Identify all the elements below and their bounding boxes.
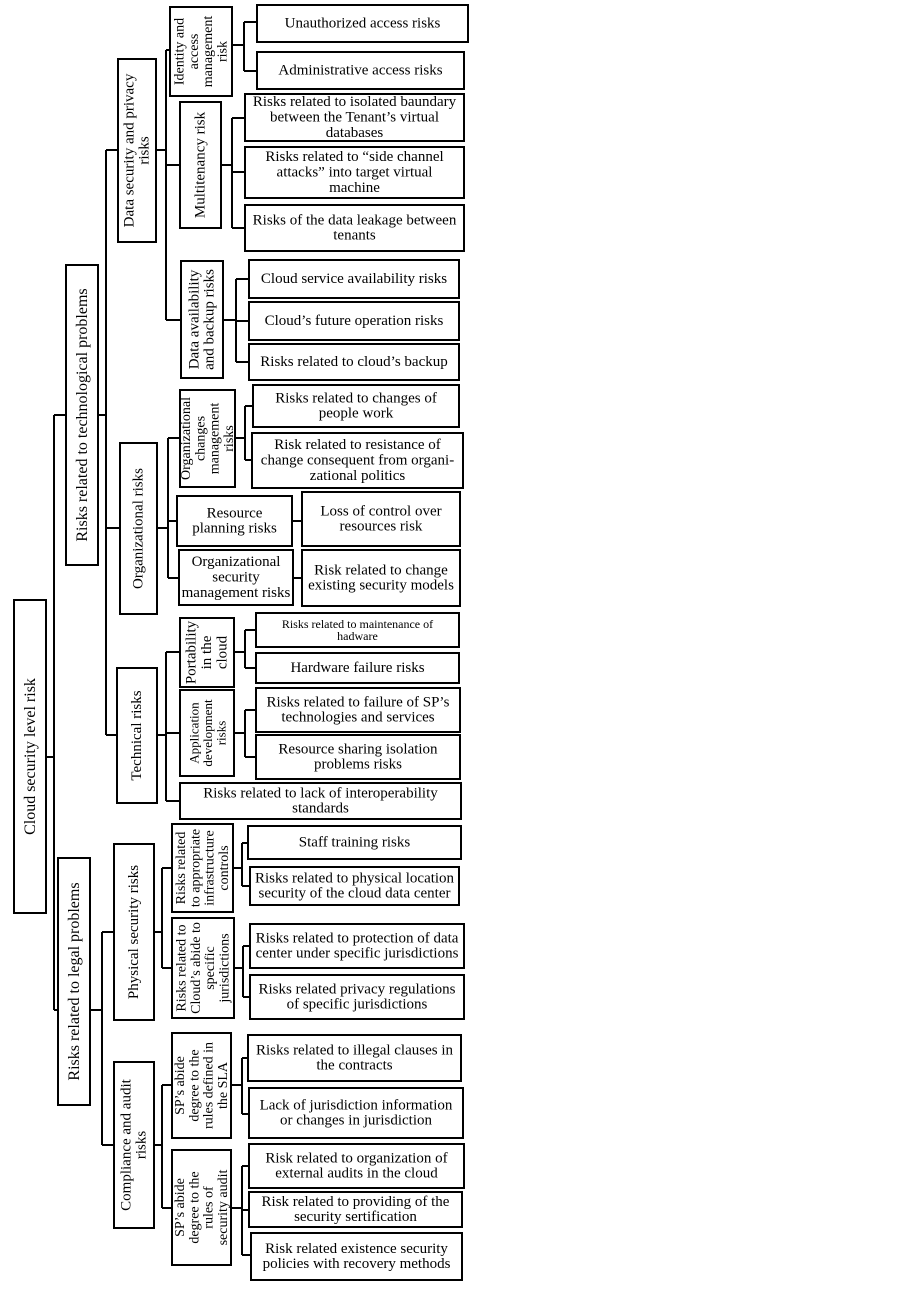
jurisdictions-leaf-1-label-line: Risks related to protection of data	[255, 930, 459, 947]
identity-node-label-line: management	[200, 15, 216, 88]
audit-node-label-line: degree to the	[186, 1171, 202, 1244]
resource-leaf-1-label-line: Loss of control over	[320, 503, 442, 520]
appdev-leaf-1-label-line: Risks related to failure of SP’s	[266, 694, 450, 711]
physical-node-label	[126, 865, 142, 999]
audit-node-label-line: SP’s abide	[172, 1178, 188, 1237]
org-changes-leaf-1-label-line: Risks related to changes of	[275, 390, 437, 407]
data-security-node	[118, 59, 156, 242]
jurisdictions-node-label	[174, 922, 232, 1014]
org-security-node-label-line: management risks	[181, 584, 291, 601]
org-security-leaf-1-label-line: existing security models	[308, 577, 454, 594]
connector	[232, 22, 257, 71]
appdev-leaf-2	[256, 735, 460, 779]
appdev-node-label-line: risks	[212, 720, 228, 746]
compliance-node	[114, 1062, 154, 1228]
connector	[223, 279, 249, 362]
identity-node-label-line: risk	[214, 41, 230, 62]
portability-leaf-2	[256, 653, 459, 683]
audit-node	[172, 1150, 231, 1265]
connector	[221, 118, 245, 228]
root-node-label-line: Cloud security level risk	[21, 678, 39, 835]
infra-leaf-1	[248, 826, 461, 859]
portability-node-label-line: in the	[199, 635, 215, 670]
resource-node-label-line: planning risks	[192, 520, 277, 537]
audit-leaf-1-label-line: external audits in the cloud	[275, 1165, 438, 1182]
sla-leaf-2-label-line: or changes in jurisdiction	[279, 1112, 433, 1129]
portability-node	[180, 618, 234, 687]
root-node	[14, 600, 46, 913]
availability-leaf-1	[249, 260, 459, 298]
appdev-node-label-line: development	[199, 699, 215, 767]
data-security-node-label-line: risks	[136, 136, 153, 165]
sla-leaf-1	[248, 1035, 461, 1081]
resource-node-label-line: Resource	[206, 505, 263, 522]
multitenancy-node	[180, 102, 221, 228]
appdev-leaf-1	[256, 688, 460, 732]
org-changes-leaf-1	[253, 385, 459, 427]
identity-leaf-1-label-line: Unauthorized access risks	[284, 15, 441, 32]
connector	[154, 1085, 172, 1208]
technical-node	[117, 668, 157, 803]
org-changes-node-label-line: Organizational	[178, 397, 194, 480]
compliance-node-label-line: risks	[133, 1130, 150, 1160]
interop-node	[180, 783, 461, 819]
portability-leaf-1-label-line: Risks related to maintenance of	[281, 616, 434, 631]
multitenancy-leaf-2-label-line: Risks related to “side channel	[265, 149, 444, 166]
appdev-leaf-2-label-line: Resource sharing isolation	[278, 741, 438, 758]
availability-node-label-line: and backup risks	[201, 269, 218, 370]
availability-leaf-3	[249, 344, 459, 380]
multitenancy-leaf-1-label-line: databases	[325, 124, 384, 141]
infra-node-label-line: to appropriate	[187, 828, 203, 908]
jurisdictions-leaf-2	[250, 975, 464, 1019]
appdev-leaf-1-label	[267, 694, 450, 725]
availability-leaf-2	[249, 302, 459, 340]
appdev-leaf-2-label-line: problems risks	[314, 756, 402, 773]
jurisdictions-node-label-line: jurisdictions	[216, 933, 232, 1003]
org-changes-leaf-2-label-line: zational politics	[309, 467, 406, 484]
tech-node-label	[74, 288, 91, 541]
audit-leaf-3-label-line: Risk related existence security	[265, 1240, 448, 1257]
connector	[231, 1058, 249, 1114]
sla-leaf-2-label-line: Lack of jurisdiction information	[259, 1097, 453, 1114]
technical-node-label	[129, 690, 145, 780]
org-changes-leaf-2	[252, 433, 463, 488]
jurisdictions-leaf-2-label-line: of specific jurisdictions	[286, 996, 428, 1013]
org-security-node-label-line: security	[212, 569, 260, 586]
multitenancy-leaf-3-label-line: Risks of the data leakage between	[252, 212, 457, 229]
resource-leaf-1	[302, 492, 460, 546]
infra-leaf-2-label	[255, 870, 455, 901]
multitenancy-leaf-1-label-line: Risks related to isolated baundary	[252, 94, 457, 111]
audit-leaf-1-label	[265, 1150, 447, 1181]
resource-node	[177, 496, 292, 546]
multitenancy-leaf-2-label-line: machine	[329, 179, 380, 196]
jurisdictions-leaf-2-label	[258, 981, 455, 1012]
appdev-node-label-line: Application	[186, 702, 202, 764]
connector	[234, 710, 256, 757]
organizational-node	[120, 443, 157, 614]
audit-node-label-line: security audit	[215, 1169, 231, 1246]
infra-leaf-2-label-line: security of the cloud data center	[258, 885, 451, 902]
jurisdictions-leaf-1	[250, 924, 464, 968]
availability-leaf-3-label-line: Risks related to cloud’s backup	[260, 354, 448, 370]
audit-leaf-3	[251, 1233, 462, 1280]
sla-node-label-line: SP’s abide	[172, 1056, 188, 1115]
org-changes-leaf-2-label-line: change consequent from organi-	[260, 452, 455, 469]
sla-node-label-line: rules defined in	[201, 1041, 217, 1130]
connector	[234, 946, 250, 997]
audit-leaf-2-label-line: security sertification	[294, 1209, 417, 1226]
root-node-label	[22, 678, 39, 835]
audit-leaf-3-label-line: policies with recovery methods	[262, 1256, 451, 1273]
org-security-node	[179, 550, 293, 605]
portability-node-label-line: cloud	[214, 635, 231, 670]
audit-leaf-2	[249, 1192, 462, 1227]
sla-node	[172, 1033, 231, 1138]
org-changes-node-label-line: changes	[192, 415, 208, 462]
multitenancy-node-label-line: Multitenancy risk	[192, 111, 209, 219]
availability-leaf-1-label-line: Cloud service availability risks	[260, 271, 448, 287]
technical-node-label-line: Technical risks	[129, 690, 145, 781]
resource-leaf-1-label-line: resources risk	[339, 518, 423, 535]
infra-leaf-1-label-line: Staff training risks	[298, 834, 411, 851]
connector	[235, 406, 253, 460]
identity-leaf-2-label	[278, 63, 442, 79]
availability-node-label-line: Data availability	[186, 269, 203, 370]
org-security-leaf-1	[302, 550, 460, 606]
data-security-node-label-line: Data security and privacy	[121, 73, 138, 228]
multitenancy-leaf-1-label-line: between the Tenant’s virtual	[269, 109, 440, 126]
portability-leaf-1	[256, 613, 459, 647]
sla-leaf-2-label	[260, 1097, 453, 1128]
infra-leaf-2-label-line: Risks related to physical location	[254, 870, 455, 887]
connector	[292, 520, 302, 521]
availability-leaf-2-label-line: Cloud’s future operation risks	[264, 313, 444, 329]
legal-node	[58, 858, 90, 1105]
org-security-leaf-1-label	[308, 562, 454, 593]
identity-leaf-2-label-line: Administrative access risks	[278, 62, 443, 79]
infra-node-label-line: controls	[216, 845, 232, 891]
legal-node-label-line: Risks related to legal problems	[65, 882, 83, 1081]
jurisdictions-node-label-line: Risks related to	[174, 924, 190, 1012]
identity-leaf-1-label	[285, 16, 441, 32]
infra-node-label-line: infrastructure	[202, 830, 218, 906]
identity-node	[170, 7, 232, 96]
org-changes-node	[179, 390, 237, 487]
compliance-node-label-line: Compliance and audit	[118, 1079, 135, 1211]
portability-leaf-2-label-line: Hardware failure risks	[290, 660, 425, 676]
connector	[98, 150, 120, 735]
multitenancy-leaf-3-label-line: tenants	[333, 227, 376, 244]
org-changes-node-label-line: management	[207, 402, 223, 475]
availability-leaf-2-label	[265, 313, 444, 329]
availability-leaf-1-label	[261, 271, 447, 287]
jurisdictions-node-label-line: Cloud’s abide to	[188, 922, 204, 1014]
jurisdictions-node-label-line: specific	[202, 946, 218, 990]
audit-node-label-line: rules of	[201, 1186, 217, 1229]
multitenancy-leaf-2-label-line: attacks” into target virtual	[276, 164, 433, 181]
infra-leaf-2	[250, 867, 459, 905]
sla-node-label-line: the SLA	[215, 1061, 231, 1110]
interop-node-label-line: standards	[292, 800, 349, 817]
jurisdictions-leaf-1-label	[256, 930, 459, 961]
jurisdictions-leaf-1-label-line: center under specific jurisdictions	[255, 945, 459, 962]
portability-node-label-line: Portability	[183, 620, 200, 685]
infra-node-label-line: Risks related	[173, 831, 189, 905]
org-changes-leaf-2-label-line: Risk related to resistance of	[274, 437, 441, 454]
infra-node	[172, 824, 233, 912]
appdev-node	[180, 690, 234, 776]
org-security-leaf-1-label-line: Risk related to change	[314, 562, 448, 579]
jurisdictions-node	[172, 918, 234, 1018]
multitenancy-node-label	[193, 111, 209, 218]
availability-node-label	[186, 269, 217, 370]
jurisdictions-leaf-2-label-line: Risks related privacy regulations	[258, 981, 456, 998]
availability-leaf-3-label	[260, 354, 447, 370]
tech-node-label-line: Risks related to technological problems	[73, 288, 91, 542]
audit-leaf-1	[249, 1144, 464, 1188]
audit-leaf-1-label-line: Risk related to organization of	[265, 1150, 448, 1167]
connector	[154, 868, 172, 968]
portability-leaf-1-label-line: hadware	[337, 629, 378, 644]
appdev-leaf-1-label-line: technologies and services	[281, 709, 435, 726]
multitenancy-leaf-2	[245, 147, 464, 198]
sla-node-label-line: degree to the	[186, 1049, 202, 1122]
connector	[157, 652, 180, 801]
interop-node-label-line: Risks related to lack of interoperability	[203, 785, 438, 802]
infra-leaf-1-label	[299, 835, 411, 851]
audit-node-label	[173, 1169, 231, 1245]
audit-leaf-3-label	[263, 1241, 451, 1272]
sla-leaf-2	[249, 1088, 463, 1138]
sla-leaf-1-label-line: the contracts	[316, 1057, 393, 1074]
connector	[234, 630, 256, 668]
portability-leaf-2-label	[290, 660, 424, 676]
org-changes-leaf-1-label-line: people work	[318, 405, 394, 422]
multitenancy-leaf-1	[245, 94, 464, 141]
connector	[90, 932, 114, 1145]
tech-node	[66, 265, 98, 565]
org-changes-node-label-line: risks	[221, 425, 237, 452]
legal-node-label	[66, 882, 83, 1080]
organizational-node-label	[131, 468, 147, 589]
organizational-node-label-line: Organizational risks	[130, 468, 147, 589]
org-security-node-label-line: Organizational	[191, 554, 281, 571]
audit-leaf-2-label-line: Risk related to providing of the	[261, 1193, 450, 1210]
identity-leaf-1	[257, 5, 468, 42]
sla-leaf-1-label-line: Risks related to illegal clauses in	[255, 1042, 454, 1059]
multitenancy-leaf-3	[245, 205, 464, 251]
physical-node-label-line: Physical security risks	[126, 864, 142, 1000]
identity-node-label-line: Identity and	[172, 17, 188, 86]
physical-node	[114, 844, 154, 1020]
identity-node-label-line: access	[186, 33, 202, 70]
identity-leaf-2	[257, 52, 464, 89]
availability-node	[181, 261, 223, 378]
